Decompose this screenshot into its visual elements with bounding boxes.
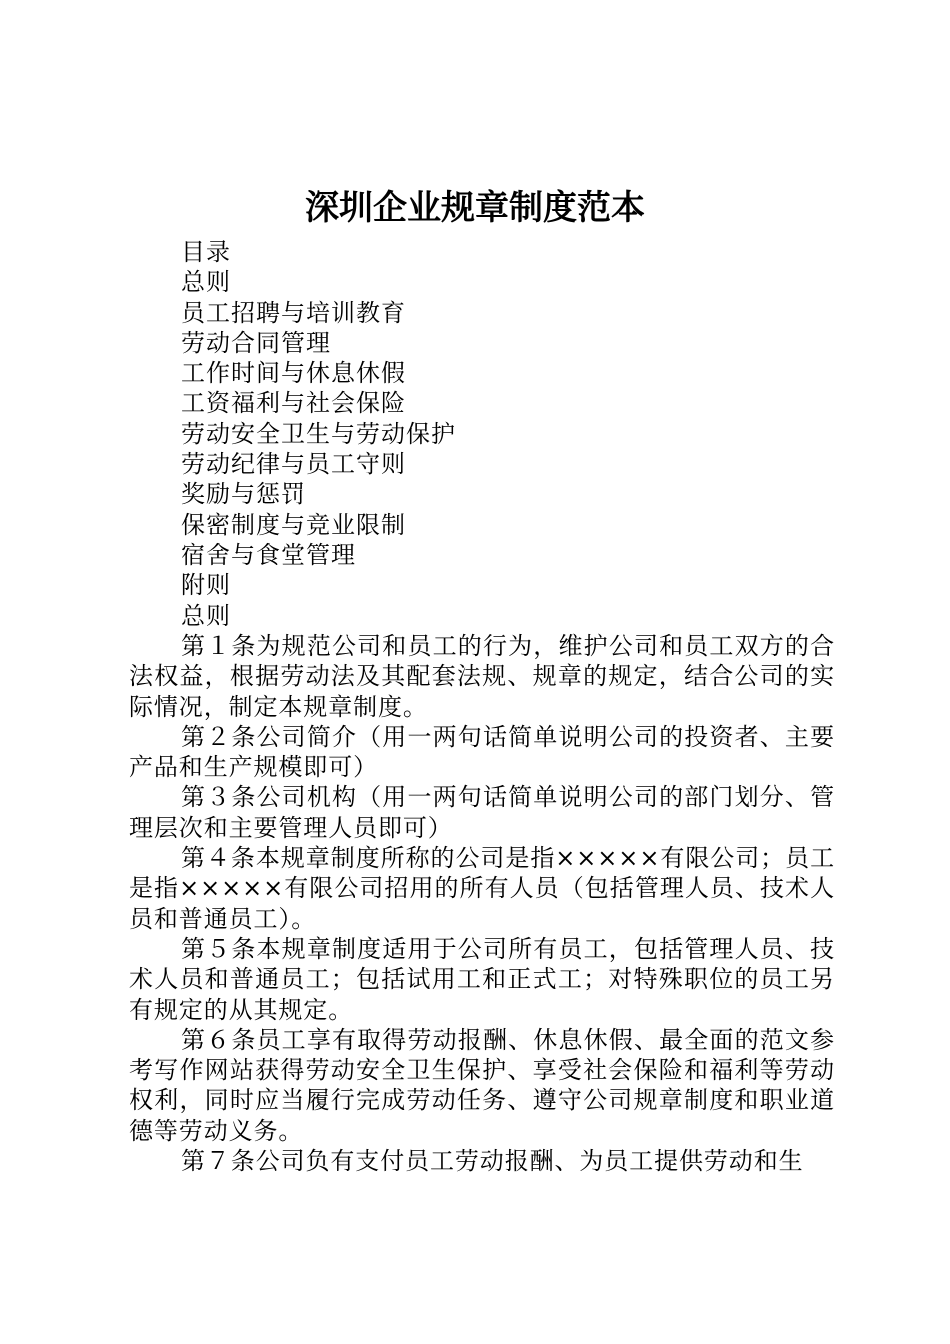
toc-item: 员工招聘与培训教育 — [181, 298, 406, 327]
toc-item: 劳动合同管理 — [181, 328, 331, 357]
article-paragraph: 第２条公司简介（用一两句话简单说明公司的投资者、主要产品和生产规模即可） — [129, 722, 835, 782]
article-paragraph: 第３条公司机构（用一两句话简单说明公司的部门划分、管理层次和主要管理人员即可） — [129, 783, 835, 842]
toc-item: 目录 — [181, 238, 231, 266]
toc-item: 劳动安全卫生与劳动保护 — [181, 419, 456, 448]
toc-item: 宿舍与食堂管理 — [181, 540, 356, 569]
article-paragraph: 第４条本规章制度所称的公司是指×××××有限公司；员工是指×××××有限公司招用的所有人员（包括管理人员、技术人员和普通员工）。 — [129, 844, 835, 933]
table-of-contents — [181, 237, 881, 631]
toc-item: 附则 — [181, 571, 231, 600]
toc-item: 保密制度与竞业限制 — [181, 510, 406, 539]
article-paragraph: 第１条为规范公司和员工的行为，维护公司和员工双方的合法权益，根据劳动法及其配套法规、规章的规定，结合公司的实际情况，制定本规章制度。 — [129, 632, 835, 721]
toc-item: 奖励与惩罚 — [181, 480, 306, 509]
article-paragraph: 第７条公司负有支付员工劳动报酬、为员工提供劳动和生 — [181, 1147, 804, 1176]
toc-item: 工作时间与休息休假 — [181, 359, 406, 388]
article-paragraph: 第５条本规章制度适用于公司所有员工，包括管理人员、技术人员和普通员工；包括试用工和正式工；对特殊职位的员工另有规定的从其规定。 — [129, 934, 835, 1024]
article-paragraph: 第６条员工享有取得劳动报酬、休息休假、最全面的范文参考写作网站获得劳动安全卫生保护、享受社会保险和福利等劳动权利，同时应当履行完成劳动任务、遵守公司规章制度和职业道德等劳动义务。 — [129, 1025, 835, 1145]
toc-item: 劳动纪律与员工守则 — [181, 450, 406, 479]
toc-item: 总则 — [181, 268, 231, 297]
toc-item: 工资福利与社会保险 — [181, 389, 406, 418]
document-title: 深圳企业规章制度范本 — [305, 188, 645, 228]
toc-item: 总则 — [181, 601, 231, 630]
document-body — [129, 631, 835, 1176]
